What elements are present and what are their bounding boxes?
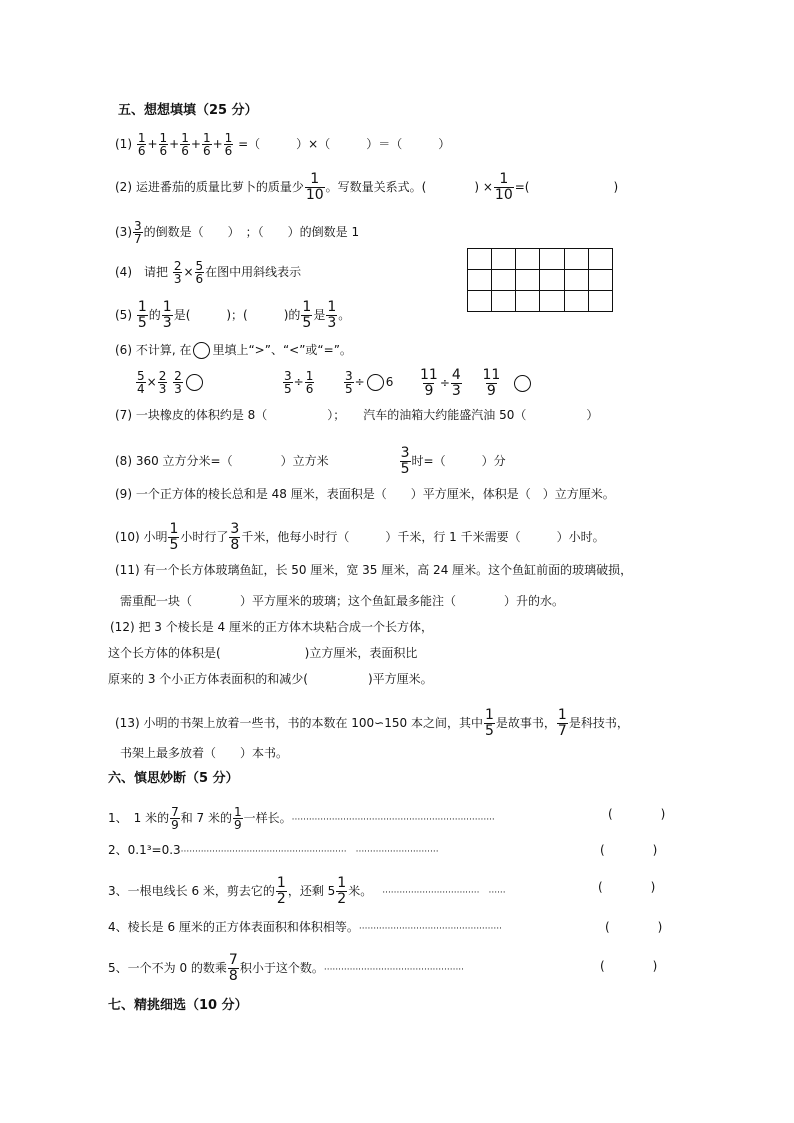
question-5: (5) $\frac{1}{5}$ 的 $\frac{1}{3}$ 是( )；( )的 $\frac{1}{5}$ 是 $\frac{1}{3}$ 。 bbox=[115, 299, 351, 331]
fraction: $\frac{1}{5}$ bbox=[169, 521, 179, 553]
q6-expression-1: $\frac{5}{4}$ × $\frac{2}{3}$ $\frac{2}{3}$ bbox=[135, 370, 205, 395]
question-12-line-1: (12) 把 3 个棱长是 4 厘米的正方体木块粘合成一个长方体， bbox=[110, 620, 433, 634]
question-11-line-2: 需重配一块（ ）平方厘米的玻璃；这个鱼缸最多能注（ ）升的水。 bbox=[120, 594, 565, 608]
fraction: $\frac{2}{3}$ bbox=[174, 369, 182, 396]
fraction: $\frac{3}{5}$ bbox=[400, 445, 410, 477]
fraction: $\frac{1}{5}$ bbox=[137, 299, 147, 331]
question-13-line-1: (13) 小明的书架上放着一些书，书的本数在 100∽150 本之间，其中 $\frac{1}{5}$ 是故事书， $\frac{1}{7}$ 是科技书， bbox=[115, 707, 629, 739]
answer-circle[interactable] bbox=[367, 374, 384, 391]
q6-expression-2: $\frac{3}{5}$ ÷ $\frac{1}{6}$ bbox=[284, 369, 314, 396]
question-3: (3) $\frac{3}{7}$ 的倒数是（ ） ；（ ）的倒数是 1 bbox=[115, 219, 360, 246]
fraction: $\frac{7}{9}$ bbox=[171, 805, 179, 832]
answer-circle[interactable] bbox=[186, 374, 203, 391]
fraction: $\frac{3}{8}$ bbox=[230, 521, 240, 553]
fraction: $\frac{1}{5}$ bbox=[302, 299, 312, 331]
fraction: $\frac{7}{8}$ bbox=[228, 952, 238, 984]
fraction: $\frac{2}{3}$ bbox=[173, 259, 182, 286]
judgement-1: 1、 1 米的 $\frac{7}{9}$ 和 7 米的 $\frac{1}{9}$ 一样长。······································································· bbox=[108, 805, 495, 832]
judgement-5-answer[interactable]: ( ) bbox=[600, 959, 658, 973]
question-1: (1) $\frac{1}{6}$ + $\frac{1}{6}$ + $\frac{1}{6}$ + $\frac{1}{6}$ + $\frac{1}{6}$ =（ ）×（ ）＝（ ） bbox=[115, 131, 451, 158]
fraction: $\frac{1}{3}$ bbox=[327, 299, 337, 331]
fraction: $\frac{1}{9}$ bbox=[234, 805, 242, 832]
judgement-2-answer[interactable]: ( ) bbox=[600, 843, 658, 857]
answer-circle[interactable] bbox=[514, 375, 531, 392]
fraction: $\frac{1}{6}$ bbox=[305, 369, 314, 396]
question-12-line-2: 这个长方体的体积是( )立方厘米，表面积比 bbox=[108, 646, 418, 660]
fraction: $\frac{4}{3}$ bbox=[451, 367, 461, 399]
question-6: (6) 不计算, 在 里填上“>”、“<”或“=”。 bbox=[115, 343, 352, 357]
judgement-3: 3、一根电线长 6 米，剪去它的 $\frac{1}{2}$ ，还剩 5 $\frac{1}{2}$ 米。 ·································· ······ bbox=[108, 875, 506, 907]
fraction: $\frac{11}{9}$ bbox=[482, 367, 501, 399]
fraction: $\frac{3}{7}$ bbox=[134, 219, 142, 246]
q6-expression-3: $\frac{3}{5}$ ÷ 6 bbox=[345, 369, 394, 396]
fraction: $\frac{11}{9}$ bbox=[420, 367, 438, 399]
fraction: $\frac{1}{6}$ bbox=[181, 131, 189, 158]
judgement-3-answer[interactable]: ( ) bbox=[598, 880, 656, 894]
fraction: $\frac{1}{5}$ bbox=[484, 707, 494, 739]
question-9: (9) 一个正方体的棱长总和是 48 厘米，表面积是（ ）平方厘米，体积是（ ）立方厘米。 bbox=[115, 487, 615, 501]
judgement-1-answer[interactable]: ( ) bbox=[608, 807, 666, 821]
fraction: $\frac{1}{6}$ bbox=[202, 131, 211, 158]
fraction: $\frac{5}{6}$ bbox=[195, 259, 204, 286]
judgement-2: 2、0.1³=0.3·························································· ····························· bbox=[108, 843, 439, 857]
fraction: $\frac{1}{3}$ bbox=[162, 299, 172, 331]
fraction: $\frac{3}{5}$ bbox=[345, 369, 353, 396]
question-2: (2) 运进番茄的质量比萝卜的质量少 $\frac{1}{10}$ 。写数量关系式。( ) × $\frac{1}{10}$ =( ) bbox=[115, 171, 619, 203]
q6-expression-4: $\frac{11}{9}$ ÷ $\frac{4}{3}$ $\frac{11}{9}$ bbox=[418, 368, 533, 399]
q1-equation: =（ ）×（ ）＝（ ） bbox=[238, 137, 451, 151]
fraction: $\frac{1}{6}$ bbox=[224, 131, 233, 158]
compare-circle-icon bbox=[193, 342, 210, 359]
question-8: (8) 360 立方分米=（ ）立方米 $\frac{3}{5}$ 时=（ ）分 bbox=[115, 445, 506, 477]
question-13-line-2: 书架上最多放着（ ）本书。 bbox=[120, 746, 289, 760]
question-12-line-3: 原来的 3 个小正方体表面积的和减少( )平方厘米。 bbox=[108, 672, 433, 686]
q1-number: (1) bbox=[115, 137, 132, 151]
judgement-4-answer[interactable]: ( ) bbox=[605, 920, 663, 934]
question-11-line-1: (11) 有一个长方体玻璃鱼缸，长 50 厘米，宽 35 厘米，高 24 厘米。这个鱼缸前面的玻璃破损， bbox=[115, 563, 633, 577]
fraction: $\frac{1}{2}$ bbox=[337, 875, 347, 907]
question-10: (10) 小明 $\frac{1}{5}$ 小时行了 $\frac{3}{8}$ 千米，他每小时行（ ）千米，行 1 千米需要（ ）小时。 bbox=[115, 521, 605, 553]
fraction: $\frac{1}{6}$ bbox=[159, 131, 168, 158]
section-5-title: 五、想想填填（25 分） bbox=[118, 103, 258, 118]
fraction: $\frac{2}{3}$ bbox=[158, 369, 167, 396]
fraction: $\frac{1}{10}$ bbox=[305, 171, 324, 203]
fraction: $\frac{1}{10}$ bbox=[494, 171, 513, 203]
fraction: $\frac{1}{7}$ bbox=[557, 707, 567, 739]
shading-grid[interactable] bbox=[467, 248, 613, 312]
section-6-title: 六、慎思妙断（5 分） bbox=[108, 771, 239, 786]
judgement-4: 4、棱长是 6 厘米的正方体表面积和体积相等。·················································· bbox=[108, 920, 502, 934]
question-7: (7) 一块橡皮的体积约是 8（ ）； 汽车的油箱大约能盛汽油 50（ ） bbox=[115, 408, 599, 422]
fraction: $\frac{1}{6}$ bbox=[137, 131, 146, 158]
judgement-5: 5、一个不为 0 的数乘 $\frac{7}{8}$ 积小于这个数。················································· bbox=[108, 952, 465, 984]
question-4: (4) 请把 $\frac{2}{3}$ × $\frac{5}{6}$ 在图中用斜线表示 bbox=[115, 259, 302, 286]
section-7-title: 七、精挑细选（10 分） bbox=[108, 998, 248, 1013]
fraction: $\frac{1}{2}$ bbox=[276, 875, 286, 907]
fraction: $\frac{3}{5}$ bbox=[284, 369, 292, 396]
fraction: $\frac{5}{4}$ bbox=[137, 369, 145, 396]
